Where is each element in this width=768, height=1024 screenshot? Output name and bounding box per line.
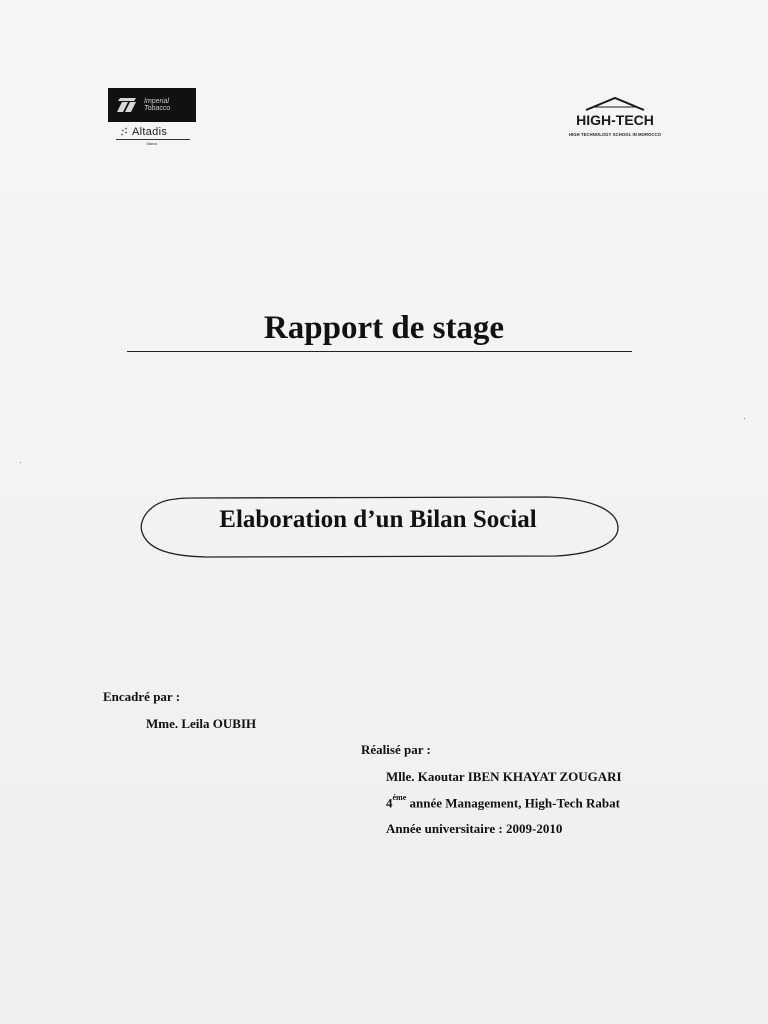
- title-underline: [127, 351, 632, 352]
- altadis-dots-icon: [120, 127, 128, 137]
- imperial-altadis-logo: [108, 88, 196, 146]
- altadis-wordmark: [108, 126, 196, 138]
- academic-year: Année universitaire : 2009-2010: [386, 821, 563, 836]
- high-tech-tagline: HIGH TECHNOLOGY SCHOOL IN MOROCCO: [568, 132, 662, 137]
- supervised-by-label: Encadré par :: [103, 689, 181, 704]
- year-number: 4: [386, 795, 393, 811]
- document-title: Rapport de stage: [263, 310, 505, 346]
- student-name: Mlle. Kaoutar IBEN KHAYAT ZOUGARI: [386, 769, 622, 784]
- scan-speck: [20, 462, 21, 463]
- student-year: [386, 795, 620, 811]
- supervisor-name: Mme. Leila OUBIH: [146, 716, 257, 731]
- badge-text-line2: Tobacco: [144, 105, 171, 112]
- year-program: année Management, High-Tech Rabat: [406, 795, 620, 811]
- realized-by-label: Réalisé par :: [361, 742, 431, 757]
- high-tech-logo: [560, 96, 670, 137]
- imperial-tobacco-badge: [108, 88, 196, 122]
- badge-text-line1: Imperial: [144, 98, 169, 105]
- document-subtitle: Elaboration d’un Bilan Social: [219, 506, 537, 533]
- scan-speck: [744, 418, 745, 419]
- year-suffix: éme: [392, 793, 407, 802]
- high-tech-brand: HIGH-TECH: [576, 112, 654, 128]
- altadis-brand: Altadis: [132, 126, 168, 138]
- altadis-sub-brand: Maroc: [146, 141, 158, 146]
- imperial-tobacco-mark-icon: [116, 96, 138, 114]
- altadis-rule: [116, 139, 190, 140]
- high-tech-roof-icon: [576, 96, 654, 130]
